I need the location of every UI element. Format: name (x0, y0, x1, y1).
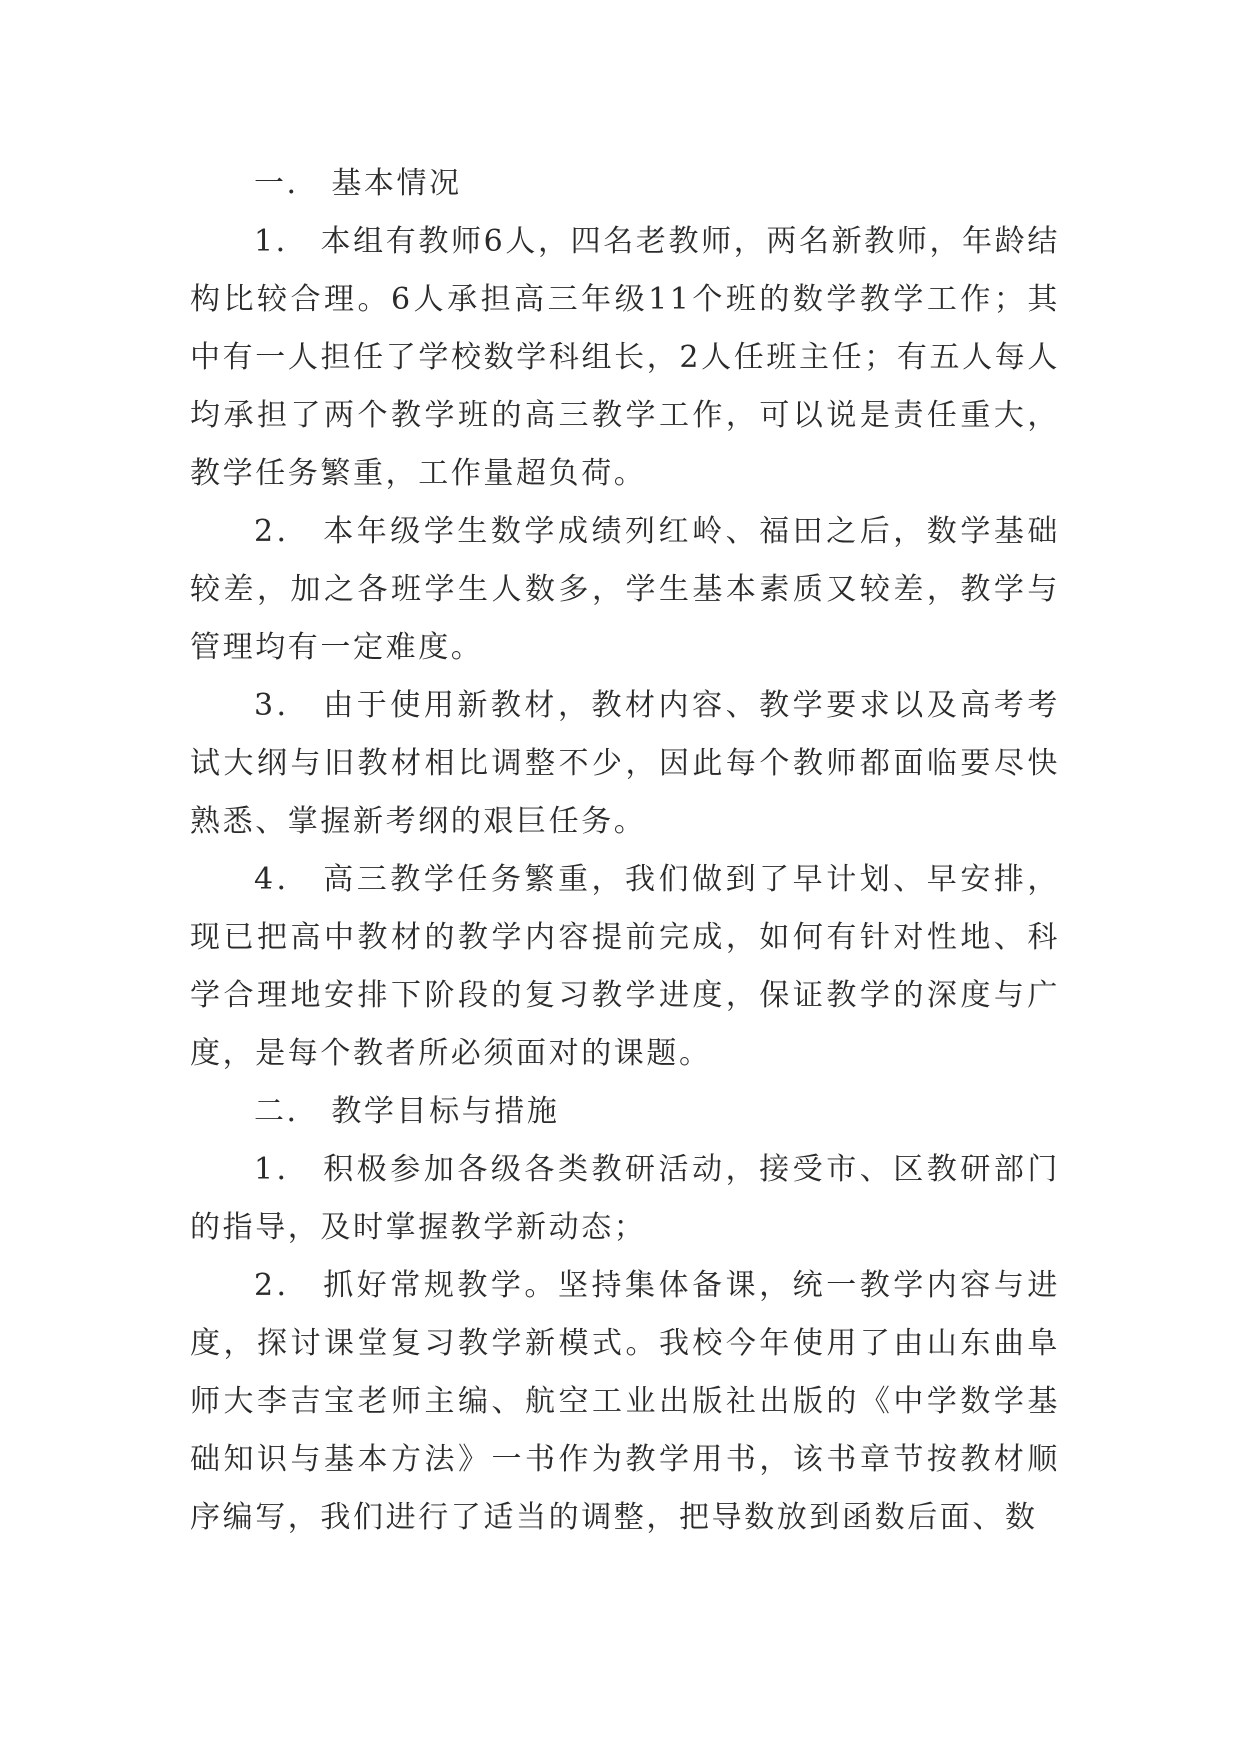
paragraph-4: 4． 高三教学任务繁重，我们做到了早计划、早安排，现已把高中教材的教学内容提前完成，如何有针对性地、科学合理地安排下阶段的复习教学进度，保证教学的深度与广度，是每个教者所必须面对的课题。 (190, 862, 1060, 1071)
document-body (190, 155, 1060, 1547)
paragraph-6: 2． 抓好常规教学。坚持集体备课，统一教学内容与进度，探讨课堂复习教学新模式。我校今年使用了由山东曲阜师大李吉宝老师主编、航空工业出版社出版的《中学数学基础知识与基本方法》一书作为教学用书，该书章节按教材顺序编写，我们进行了适当的调整，把导数放到函数后面、数 (190, 1268, 1060, 1535)
section-heading-goals-measures: 二． 教学目标与措施 (254, 1094, 560, 1129)
paragraph-5: 1． 积极参加各级各类教研活动，接受市、区教研部门的指导，及时掌握教学新动态； (190, 1152, 1060, 1245)
paragraph-2: 2． 本年级学生数学成绩列红岭、福田之后，数学基础较差，加之各班学生人数多，学生基本素质又较差，教学与管理均有一定难度。 (190, 514, 1060, 665)
paragraph-1: 1． 本组有教师6人，四名老教师，两名新教师，年龄结构比较合理。6人承担高三年级11个班的数学教学工作；其中有一人担任了学校数学科组长，2人任班主任；有五人每人均承担了两个教学班的高三教学工作，可以说是责任重大，教学任务繁重，工作量超负荷。 (190, 224, 1060, 491)
paragraph-3: 3． 由于使用新教材，教材内容、教学要求以及高考考试大纲与旧教材相比调整不少，因此每个教师都面临要尽快熟悉、掌握新考纲的艰巨任务。 (190, 688, 1060, 839)
section-heading-basic-situation: 一． 基本情况 (254, 166, 462, 201)
